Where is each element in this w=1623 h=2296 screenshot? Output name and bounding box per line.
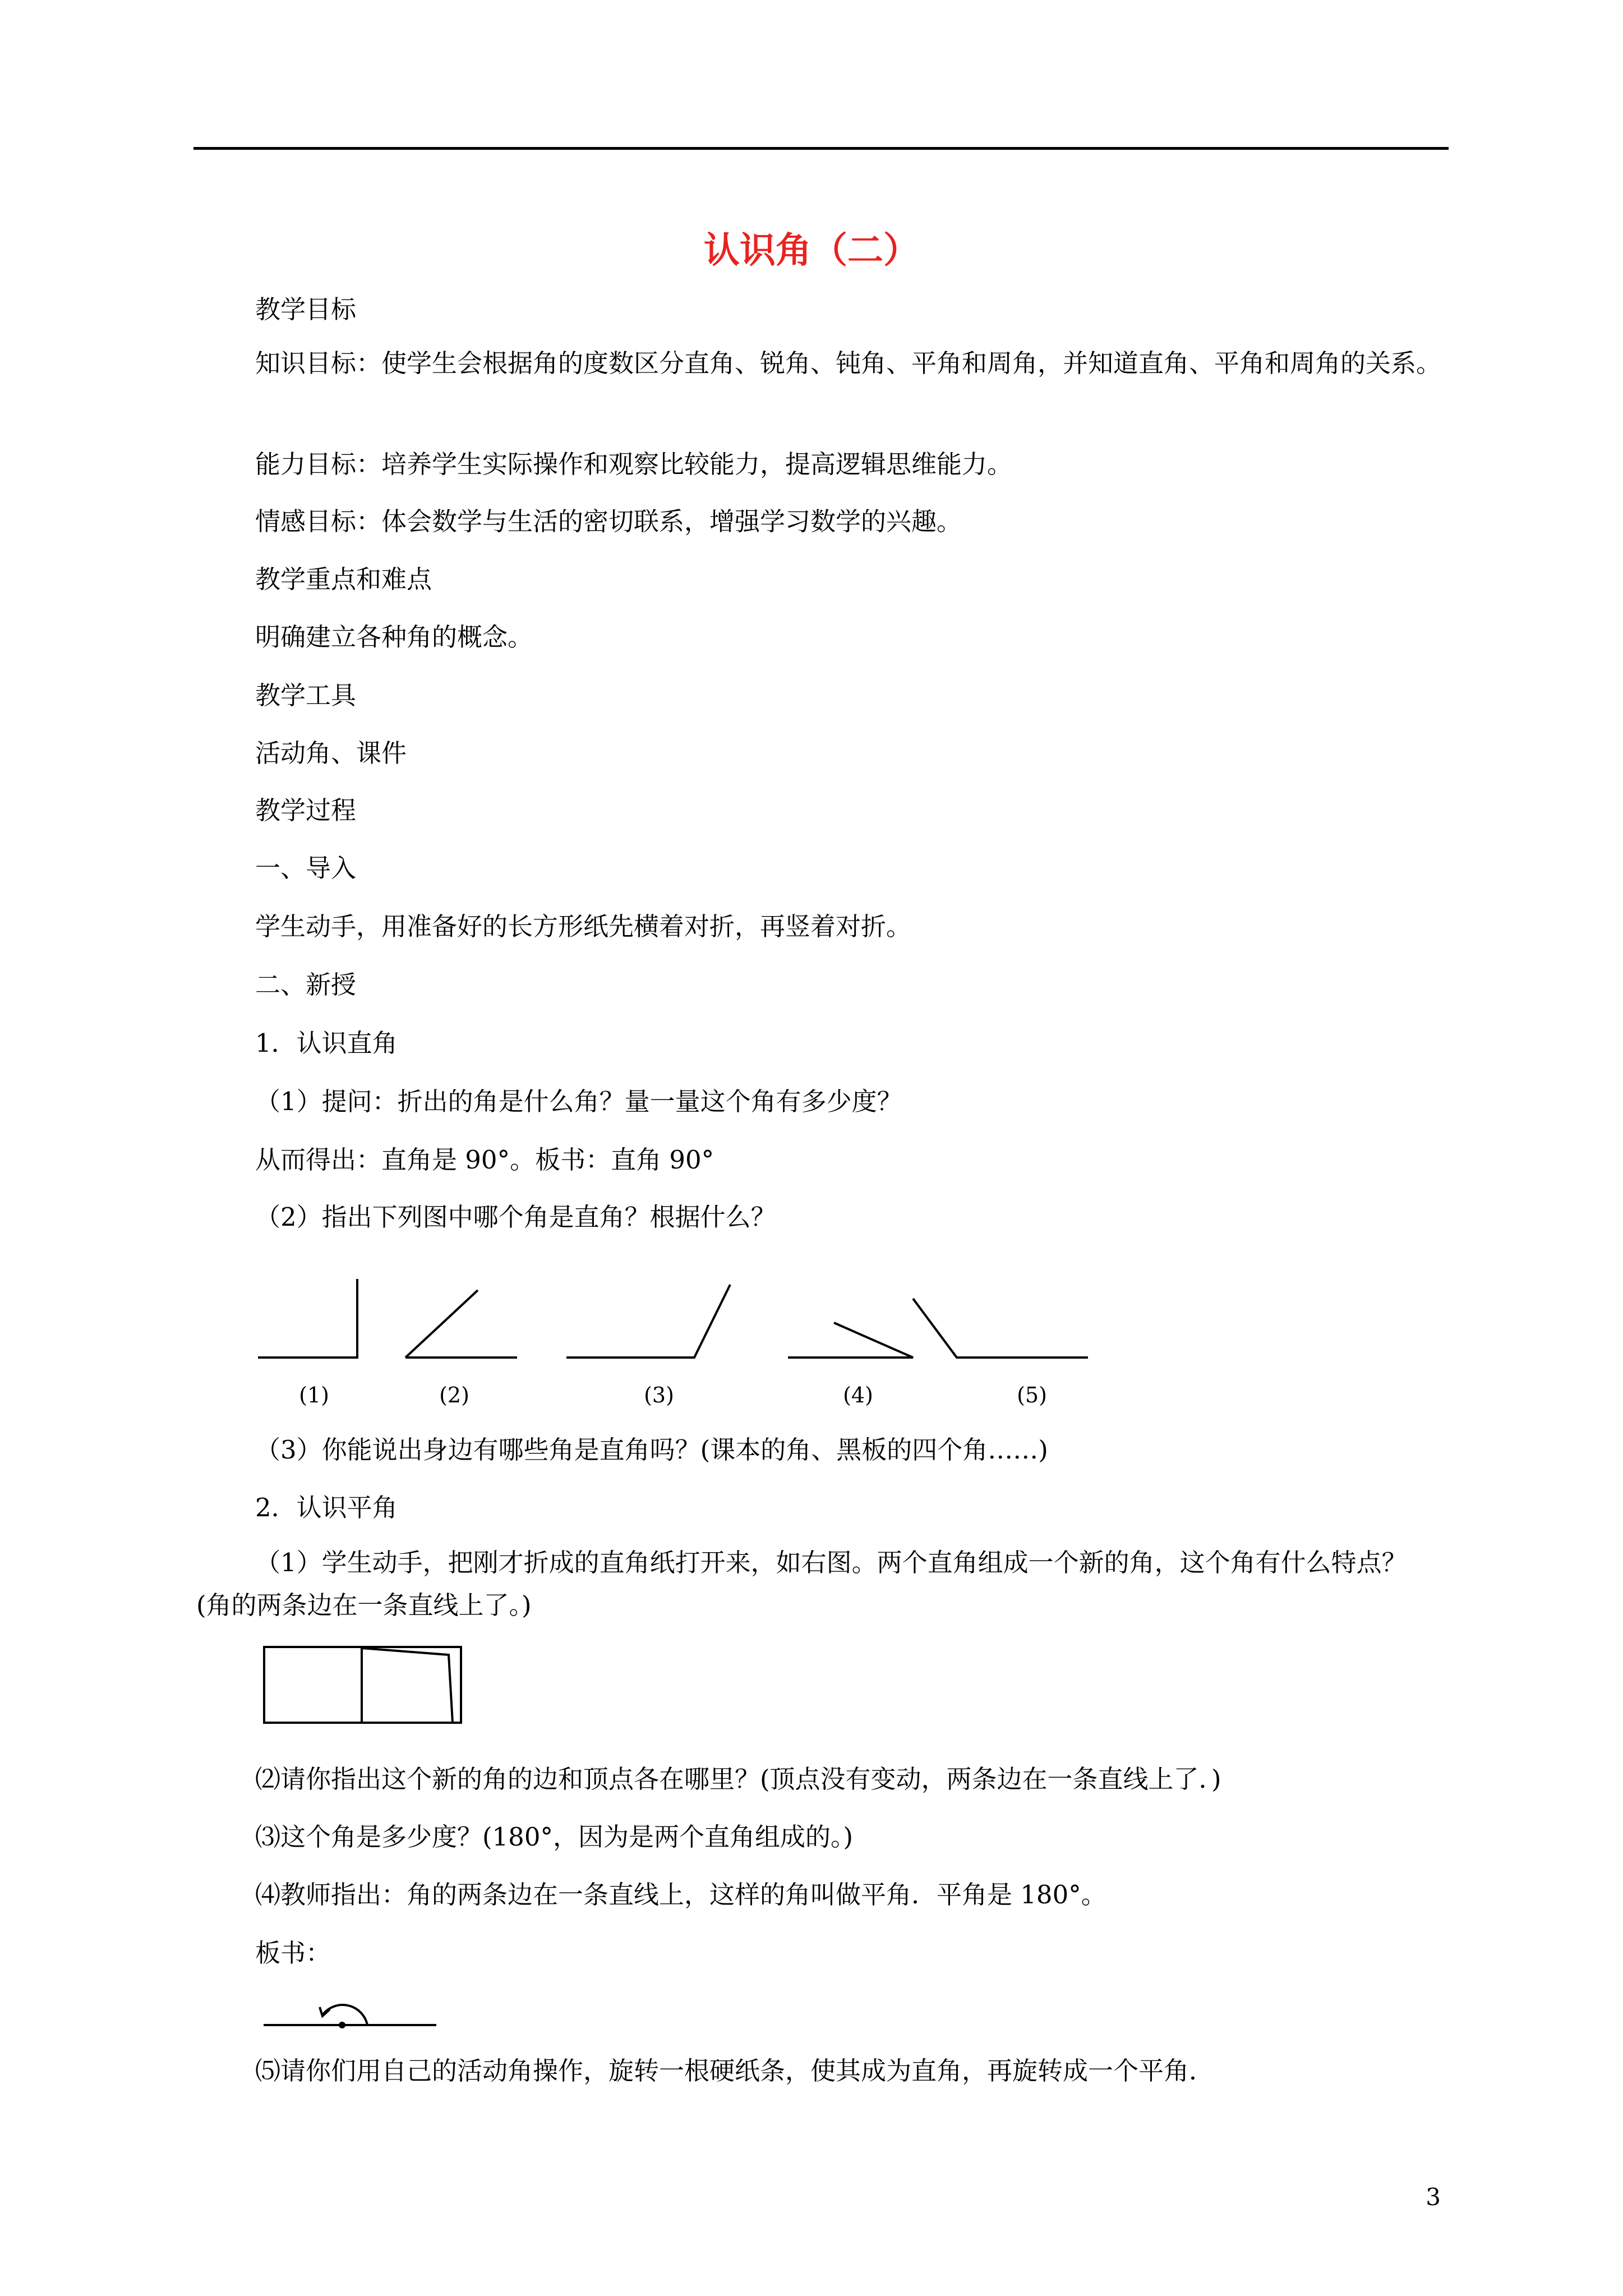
angle-label-1: (1) <box>299 1383 329 1407</box>
paragraph-question-2: （2）指出下列图中哪个角是直角？根据什么？ <box>255 1202 776 1232</box>
paragraph-tools: 活动角、课件 <box>255 738 407 768</box>
section-heading-key-points: 教学重点和难点 <box>255 564 432 594</box>
angle-3-shape <box>566 1285 730 1358</box>
subheading-introduction: 一、导入 <box>255 853 357 883</box>
subheading-right-angle: 1．认识直角 <box>255 1028 398 1058</box>
paragraph-question-3: （3）你能说出身边有哪些角是直角吗？(课本的角、黑板的四个角……) <box>255 1435 1048 1465</box>
angle-label-5: (5) <box>1017 1383 1047 1407</box>
paragraph-straight-angle-activity: （1）学生动手，把刚才折成的直角纸打开来，如右图。两个直角组成一个新的角，这个角有什么特点？(角的两条边在一条直线上了。) <box>196 1548 1407 1620</box>
paragraph-conclusion: 从而得出：直角是 90°。板书：直角 90° <box>255 1145 714 1175</box>
paragraph-board-writing: 板书： <box>255 1938 331 1968</box>
paragraph-ability-objective: 能力目标：培养学生实际操作和观察比较能力，提高逻辑思维能力。 <box>255 449 1013 479</box>
paragraph-emotion-objective: 情感目标：体会数学与生活的密切联系，增强学习数学的兴趣。 <box>255 507 962 536</box>
straight-angle-figure <box>258 1986 443 2036</box>
paragraph-knowledge-objective: 知识目标：使学生会根据角的度数区分直角、锐角、钝角、平角和周角，并知道直角、平角和周角的关系。 <box>255 348 1442 378</box>
subheading-new-lesson: 二、新授 <box>255 970 357 1000</box>
section-heading-tools: 教学工具 <box>255 680 357 710</box>
angles-figure <box>247 1273 1105 1414</box>
folded-paper-figure <box>261 1644 471 1728</box>
angle-4-shape <box>788 1323 913 1358</box>
header-rule <box>193 147 1449 150</box>
page-number: 3 <box>1426 2183 1441 2211</box>
paragraph-key-points: 明确建立各种角的概念。 <box>255 622 533 652</box>
page-title: 认识角（二） <box>704 230 919 272</box>
angle-1-shape <box>258 1279 357 1358</box>
paragraph-point-4: ⑷教师指出：角的两条边在一条直线上，这样的角叫做平角．平角是 180°。 <box>255 1880 1106 1910</box>
angle-label-4: (4) <box>843 1383 873 1407</box>
subheading-straight-angle: 2．认识平角 <box>255 1493 398 1522</box>
section-heading-objectives: 教学目标 <box>255 295 357 324</box>
angle-label-2: (2) <box>439 1383 469 1407</box>
paragraph-introduction: 学生动手，用准备好的长方形纸先横着对折，再竖着对折。 <box>255 912 912 941</box>
angle-label-3: (3) <box>644 1383 674 1407</box>
paragraph-question-1: （1）提问：折出的角是什么角？量一量这个角有多少度？ <box>255 1087 902 1116</box>
paragraph-point-5: ⑸请你们用自己的活动角操作，旋转一根硬纸条，使其成为直角，再旋转成一个平角． <box>255 2056 1215 2086</box>
section-heading-process: 教学过程 <box>255 795 357 825</box>
angle-5-shape <box>913 1299 1088 1358</box>
paragraph-point-3: ⑶这个角是多少度？(180°，因为是两个直角组成的。) <box>255 1822 854 1852</box>
paragraph-point-2: ⑵请你指出这个新的角的边和顶点各在哪里？(顶点没有变动，两条边在一条直线上了．) <box>255 1764 1221 1794</box>
